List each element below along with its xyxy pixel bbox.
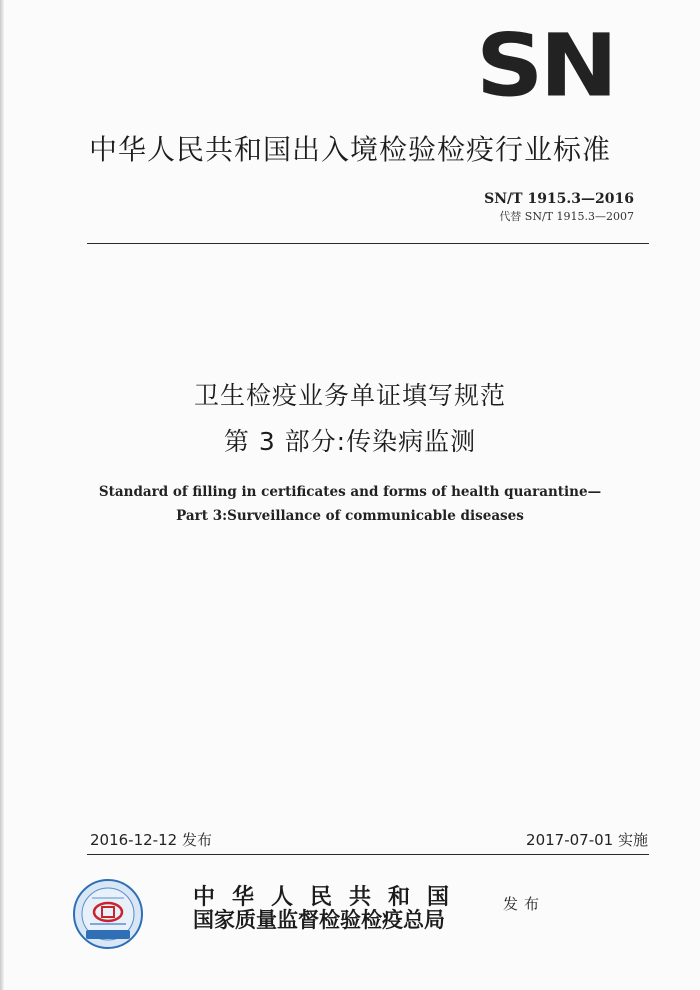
top-divider (87, 243, 649, 244)
standard-code: SN/T 1915.3—2016 (484, 191, 634, 207)
replaces-standard: 代替 SN/T 1915.3—2007 (499, 210, 634, 223)
title-english-line2: Part 3:Surveillance of communicable diseases (176, 508, 524, 524)
implementation-date: 2017-07-01 实施 (526, 831, 648, 849)
title-chinese-line2: 第 3 部分:传染病监测 (223, 427, 477, 456)
issuer-authority: 国家质量监督检验检疫总局 (193, 907, 445, 932)
sn-logo: SN (475, 16, 615, 117)
title-english-line1: Standard of filling in certificates and forms of health quarantine— (98, 484, 602, 500)
standard-organization: 中华人民共和国出入境检验检疫行业标准 (88, 133, 611, 166)
bottom-divider (87, 854, 649, 855)
issuer-country: 中华人民共和国 (193, 884, 467, 910)
anti-counterfeit-seal-icon (72, 878, 144, 950)
issue-date: 2016-12-12 发布 (90, 831, 212, 849)
issued-label: 发布 (503, 895, 546, 913)
title-chinese-line1: 卫生检疫业务单证填写规范 (193, 381, 506, 410)
